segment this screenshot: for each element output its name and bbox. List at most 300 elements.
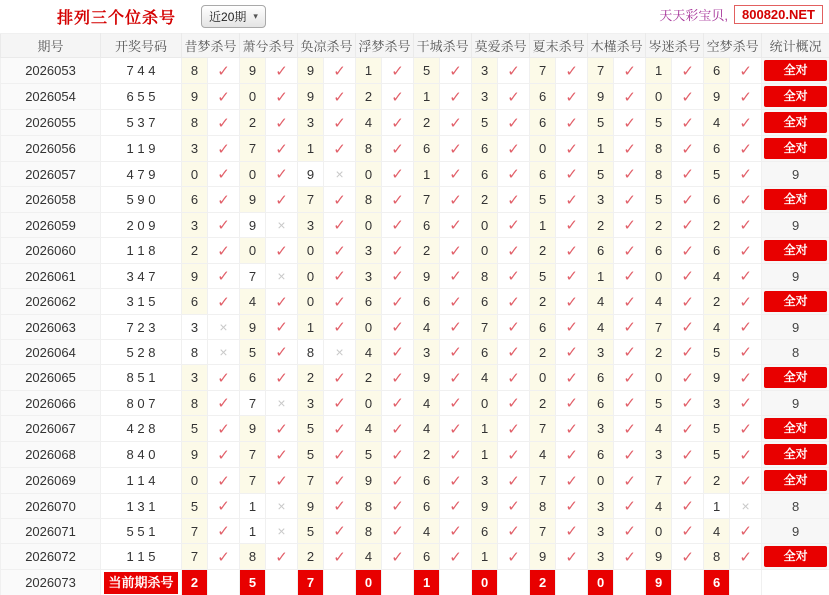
check-icon: ✓ — [217, 62, 230, 80]
check-icon: ✓ — [623, 293, 636, 311]
result-cell — [672, 238, 704, 264]
period-cell: 2026070 — [1, 494, 101, 519]
check-icon: ✓ — [333, 395, 346, 412]
kill-digit: 0 — [356, 162, 382, 187]
result-cell — [324, 315, 356, 340]
kill-digit: 2 — [588, 213, 614, 238]
result-cell — [266, 315, 298, 340]
check-icon: ✓ — [449, 268, 462, 285]
result-cell — [324, 416, 356, 442]
winning-number: 1 1 8 — [101, 238, 182, 264]
check-icon: ✓ — [565, 498, 578, 515]
all-correct-badge: 全对 — [764, 367, 827, 388]
all-correct-badge: 全对 — [764, 444, 827, 465]
range-select[interactable] — [201, 5, 266, 28]
kill-digit: 8 — [646, 162, 672, 187]
stat-cell: 9 — [762, 213, 829, 238]
kill-digit: 5 — [704, 416, 730, 442]
current-kill-digit-value: 2 — [530, 570, 555, 595]
check-icon: ✓ — [681, 114, 694, 132]
result-cell — [382, 136, 414, 162]
kill-digit: 6 — [414, 289, 440, 315]
current-kill-digit — [298, 570, 324, 595]
result-cell — [614, 416, 646, 442]
table-row — [1, 340, 829, 365]
result-cell — [498, 519, 530, 544]
period-cell: 2026054 — [1, 84, 101, 110]
check-icon: ✓ — [681, 319, 694, 336]
kill-digit: 2 — [530, 289, 556, 315]
result-cell — [324, 340, 356, 365]
kill-digit: 0 — [646, 264, 672, 289]
check-icon: ✓ — [391, 420, 404, 438]
check-icon: ✓ — [739, 191, 752, 209]
all-correct-badge: 全对 — [764, 418, 827, 439]
check-icon: ✓ — [507, 114, 520, 132]
result-cell — [324, 442, 356, 468]
result-cell — [498, 416, 530, 442]
result-cell — [208, 110, 240, 136]
period-cell: 2026065 — [1, 365, 101, 391]
result-cell — [382, 162, 414, 187]
check-icon: ✓ — [217, 268, 230, 285]
result-cell — [440, 110, 472, 136]
result-cell — [556, 544, 588, 570]
check-icon: ✓ — [623, 395, 636, 412]
check-icon: ✓ — [681, 191, 694, 209]
result-cell — [614, 391, 646, 416]
result-cell — [208, 58, 240, 84]
winning-number: 8 0 7 — [101, 391, 182, 416]
table-row — [1, 58, 829, 84]
result-cell — [614, 289, 646, 315]
stat-cell — [762, 544, 829, 570]
kill-digit: 4 — [588, 289, 614, 315]
result-cell — [556, 187, 588, 213]
result-cell — [614, 365, 646, 391]
result-cell — [382, 58, 414, 84]
result-cell — [324, 391, 356, 416]
kill-digit: 7 — [240, 442, 266, 468]
winning-number: 1 1 9 — [101, 136, 182, 162]
check-icon: ✓ — [565, 217, 578, 234]
result-cell — [324, 494, 356, 519]
result-cell — [672, 187, 704, 213]
kill-digit: 7 — [298, 468, 324, 494]
result-cell — [324, 264, 356, 289]
kill-digit: 9 — [182, 264, 208, 289]
result-cell — [324, 289, 356, 315]
check-icon: ✓ — [333, 319, 346, 336]
check-icon: ✓ — [391, 498, 404, 515]
result-cell — [498, 264, 530, 289]
kill-digit: 6 — [530, 84, 556, 110]
kill-digit: 1 — [646, 58, 672, 84]
check-icon: ✓ — [623, 114, 636, 132]
table-row — [1, 289, 829, 315]
check-icon: ✓ — [391, 191, 404, 209]
column-header: 期号 — [1, 34, 101, 58]
kill-digit: 3 — [356, 238, 382, 264]
result-cell-empty — [614, 570, 646, 595]
period-cell: 2026068 — [1, 442, 101, 468]
table-row — [1, 468, 829, 494]
kill-digit: 3 — [182, 365, 208, 391]
kill-digit: 0 — [530, 136, 556, 162]
check-icon: ✓ — [275, 548, 288, 566]
result-cell — [266, 340, 298, 365]
result-cell — [440, 264, 472, 289]
result-cell — [266, 544, 298, 570]
kill-digit: 5 — [588, 162, 614, 187]
check-icon: ✓ — [275, 369, 288, 387]
check-icon: ✓ — [391, 319, 404, 336]
period-cell: 2026060 — [1, 238, 101, 264]
result-cell — [498, 162, 530, 187]
check-icon: ✓ — [217, 114, 230, 132]
kill-digit: 8 — [530, 494, 556, 519]
check-icon: ✓ — [275, 62, 288, 80]
stat-cell: 9 — [762, 162, 829, 187]
check-icon: ✓ — [333, 446, 346, 464]
kill-digit: 7 — [182, 544, 208, 570]
kill-digit: 4 — [356, 110, 382, 136]
check-icon: ✓ — [449, 369, 462, 387]
kill-digit: 7 — [530, 519, 556, 544]
result-cell — [614, 213, 646, 238]
check-icon: ✓ — [681, 242, 694, 260]
result-cell — [382, 391, 414, 416]
check-icon: ✓ — [449, 548, 462, 566]
check-icon: ✓ — [449, 191, 462, 209]
check-icon: ✓ — [391, 166, 404, 183]
result-cell — [730, 162, 762, 187]
column-header: 木槿杀号 — [588, 34, 646, 58]
miss-icon: × — [277, 395, 286, 411]
kill-digit: 3 — [588, 416, 614, 442]
kill-digit: 2 — [298, 544, 324, 570]
check-icon: ✓ — [217, 369, 230, 387]
kill-digit: 8 — [704, 544, 730, 570]
kill-digit: 9 — [298, 58, 324, 84]
kill-digit: 0 — [472, 213, 498, 238]
check-icon: ✓ — [217, 446, 230, 464]
result-cell — [208, 84, 240, 110]
check-icon: ✓ — [217, 88, 230, 106]
kill-digit: 3 — [472, 468, 498, 494]
current-kill-digit-value: 1 — [414, 570, 439, 595]
kill-digit: 1 — [472, 442, 498, 468]
table-row — [1, 494, 829, 519]
check-icon: ✓ — [507, 166, 520, 183]
kill-digit: 6 — [530, 162, 556, 187]
result-cell — [266, 289, 298, 315]
kill-digit: 2 — [530, 391, 556, 416]
current-kill-digit-value: 0 — [356, 570, 381, 595]
result-cell — [208, 213, 240, 238]
kill-digit: 6 — [472, 136, 498, 162]
kill-digit: 9 — [588, 84, 614, 110]
kill-digit: 6 — [588, 238, 614, 264]
result-cell — [324, 468, 356, 494]
kill-digit: 7 — [240, 264, 266, 289]
kill-digit: 3 — [588, 494, 614, 519]
result-cell — [208, 468, 240, 494]
check-icon: ✓ — [333, 191, 346, 209]
current-kill-digit — [414, 570, 440, 595]
kill-digit: 0 — [588, 468, 614, 494]
kill-digit: 5 — [704, 162, 730, 187]
kill-digit: 8 — [182, 58, 208, 84]
check-icon: ✓ — [623, 242, 636, 260]
result-cell — [498, 391, 530, 416]
check-icon: ✓ — [391, 114, 404, 132]
result-cell — [440, 365, 472, 391]
check-icon: ✓ — [565, 344, 578, 361]
result-cell — [382, 110, 414, 136]
check-icon: ✓ — [507, 319, 520, 336]
result-cell — [208, 264, 240, 289]
kill-digit: 8 — [298, 340, 324, 365]
check-icon: ✓ — [739, 548, 752, 566]
period-cell: 2026057 — [1, 162, 101, 187]
result-cell — [208, 365, 240, 391]
check-icon: ✓ — [391, 293, 404, 311]
check-icon: ✓ — [275, 88, 288, 106]
result-cell — [440, 289, 472, 315]
result-cell — [672, 289, 704, 315]
result-cell — [556, 391, 588, 416]
stat-cell — [762, 289, 829, 315]
all-correct-badge: 全对 — [764, 189, 827, 210]
result-cell — [208, 289, 240, 315]
kill-digit: 2 — [182, 238, 208, 264]
result-cell — [440, 136, 472, 162]
check-icon: ✓ — [507, 268, 520, 285]
result-cell — [614, 442, 646, 468]
miss-icon: × — [219, 319, 228, 335]
result-cell — [730, 391, 762, 416]
kill-digit: 6 — [646, 238, 672, 264]
table-body — [1, 58, 829, 595]
check-icon: ✓ — [275, 293, 288, 311]
result-cell — [730, 494, 762, 519]
check-icon: ✓ — [217, 420, 230, 438]
kill-digit: 0 — [298, 264, 324, 289]
current-kill-digit — [530, 570, 556, 595]
check-icon: ✓ — [507, 242, 520, 260]
kill-digit: 5 — [646, 110, 672, 136]
check-icon: ✓ — [565, 114, 578, 132]
check-icon: ✓ — [449, 140, 462, 158]
result-cell-empty — [730, 570, 762, 595]
result-cell — [324, 544, 356, 570]
check-icon: ✓ — [449, 217, 462, 234]
period-cell: 2026071 — [1, 519, 101, 544]
column-header: 开奖号码 — [101, 34, 182, 58]
check-icon: ✓ — [391, 446, 404, 464]
check-icon: ✓ — [449, 344, 462, 361]
check-icon: ✓ — [391, 217, 404, 234]
table-row — [1, 187, 829, 213]
kill-digit: 9 — [240, 213, 266, 238]
current-kill-digit — [704, 570, 730, 595]
check-icon: ✓ — [507, 191, 520, 209]
result-cell-empty — [208, 570, 240, 595]
check-icon: ✓ — [391, 62, 404, 80]
kill-digit: 3 — [182, 136, 208, 162]
check-icon: ✓ — [217, 217, 230, 234]
kill-digit: 0 — [240, 238, 266, 264]
result-cell — [614, 519, 646, 544]
result-cell — [730, 519, 762, 544]
kill-digit: 9 — [704, 84, 730, 110]
result-cell — [730, 365, 762, 391]
check-icon: ✓ — [739, 268, 752, 285]
result-cell — [498, 340, 530, 365]
check-icon: ✓ — [275, 140, 288, 158]
check-icon: ✓ — [275, 114, 288, 132]
all-correct-badge: 全对 — [764, 470, 827, 491]
check-icon: ✓ — [507, 548, 520, 566]
kill-digit: 8 — [472, 264, 498, 289]
result-cell — [498, 289, 530, 315]
result-cell — [440, 442, 472, 468]
result-cell — [440, 84, 472, 110]
current-kill-digit-value: 5 — [240, 570, 265, 595]
result-cell — [324, 187, 356, 213]
check-icon: ✓ — [507, 344, 520, 361]
result-cell — [730, 442, 762, 468]
result-cell — [266, 519, 298, 544]
check-icon: ✓ — [507, 217, 520, 234]
check-icon: ✓ — [449, 114, 462, 132]
result-cell — [208, 136, 240, 162]
kill-digit: 0 — [182, 162, 208, 187]
result-cell — [556, 416, 588, 442]
kill-digit: 2 — [704, 468, 730, 494]
winning-number: 1 1 5 — [101, 544, 182, 570]
result-cell — [324, 162, 356, 187]
kill-digit: 1 — [704, 494, 730, 519]
kill-digit: 5 — [530, 264, 556, 289]
kill-digit: 2 — [240, 110, 266, 136]
result-cell — [614, 494, 646, 519]
kill-digit: 1 — [588, 136, 614, 162]
result-cell — [266, 136, 298, 162]
winning-number: 3 1 5 — [101, 289, 182, 315]
result-cell — [440, 468, 472, 494]
check-icon: ✓ — [681, 420, 694, 438]
result-cell — [382, 442, 414, 468]
check-icon: ✓ — [333, 369, 346, 387]
check-icon: ✓ — [739, 472, 752, 490]
result-cell — [614, 340, 646, 365]
kill-digit: 7 — [298, 187, 324, 213]
check-icon: ✓ — [449, 420, 462, 438]
result-cell — [498, 442, 530, 468]
result-cell — [382, 187, 414, 213]
result-cell — [208, 391, 240, 416]
kill-digit: 6 — [530, 110, 556, 136]
kill-digit: 5 — [298, 416, 324, 442]
current-kill-digit-value: 6 — [704, 570, 729, 595]
kill-digit: 9 — [240, 58, 266, 84]
winning-number: 8 5 1 — [101, 365, 182, 391]
kill-digit: 7 — [588, 58, 614, 84]
kill-digit: 5 — [414, 58, 440, 84]
result-cell — [498, 315, 530, 340]
kill-digit: 7 — [530, 58, 556, 84]
column-header: 奂凉杀号 — [298, 34, 356, 58]
winning-number: 1 1 4 — [101, 468, 182, 494]
stat-cell — [762, 468, 829, 494]
result-cell-empty — [324, 570, 356, 595]
check-icon: ✓ — [565, 446, 578, 464]
check-icon: ✓ — [391, 344, 404, 361]
check-icon: ✓ — [565, 242, 578, 260]
kill-digit: 0 — [472, 238, 498, 264]
kill-digit: 4 — [240, 289, 266, 315]
check-icon: ✓ — [333, 268, 346, 285]
result-cell — [730, 187, 762, 213]
kill-digit: 2 — [704, 289, 730, 315]
result-cell-empty — [672, 570, 704, 595]
all-correct-badge: 全对 — [764, 291, 827, 312]
kill-digit: 1 — [530, 213, 556, 238]
result-cell — [208, 162, 240, 187]
kill-digit: 4 — [646, 494, 672, 519]
result-cell — [556, 84, 588, 110]
result-cell — [614, 264, 646, 289]
check-icon: ✓ — [507, 369, 520, 387]
check-icon: ✓ — [333, 242, 346, 260]
kill-digit: 0 — [472, 391, 498, 416]
result-cell — [324, 110, 356, 136]
check-icon: ✓ — [333, 114, 346, 132]
check-icon: ✓ — [739, 369, 752, 387]
result-cell — [440, 238, 472, 264]
table-row — [1, 442, 829, 468]
stat-cell — [762, 136, 829, 162]
result-cell — [672, 162, 704, 187]
result-cell — [730, 238, 762, 264]
check-icon: ✓ — [217, 191, 230, 209]
kill-digit: 7 — [646, 315, 672, 340]
result-cell — [556, 519, 588, 544]
check-icon: ✓ — [507, 498, 520, 515]
check-icon: ✓ — [739, 344, 752, 361]
kill-digit: 9 — [298, 162, 324, 187]
result-cell — [556, 162, 588, 187]
kill-digit: 9 — [356, 468, 382, 494]
winning-number: 1 3 1 — [101, 494, 182, 519]
check-icon: ✓ — [449, 523, 462, 540]
kill-digit: 4 — [356, 416, 382, 442]
table-row — [1, 264, 829, 289]
check-icon: ✓ — [275, 344, 288, 361]
stat-cell: 9 — [762, 264, 829, 289]
result-cell — [440, 340, 472, 365]
check-icon: ✓ — [681, 446, 694, 464]
stat-cell — [762, 110, 829, 136]
kill-digit: 3 — [472, 58, 498, 84]
period-cell: 2026064 — [1, 340, 101, 365]
kill-digit: 4 — [414, 416, 440, 442]
current-period-row — [1, 570, 829, 595]
result-cell — [266, 238, 298, 264]
result-cell — [730, 416, 762, 442]
